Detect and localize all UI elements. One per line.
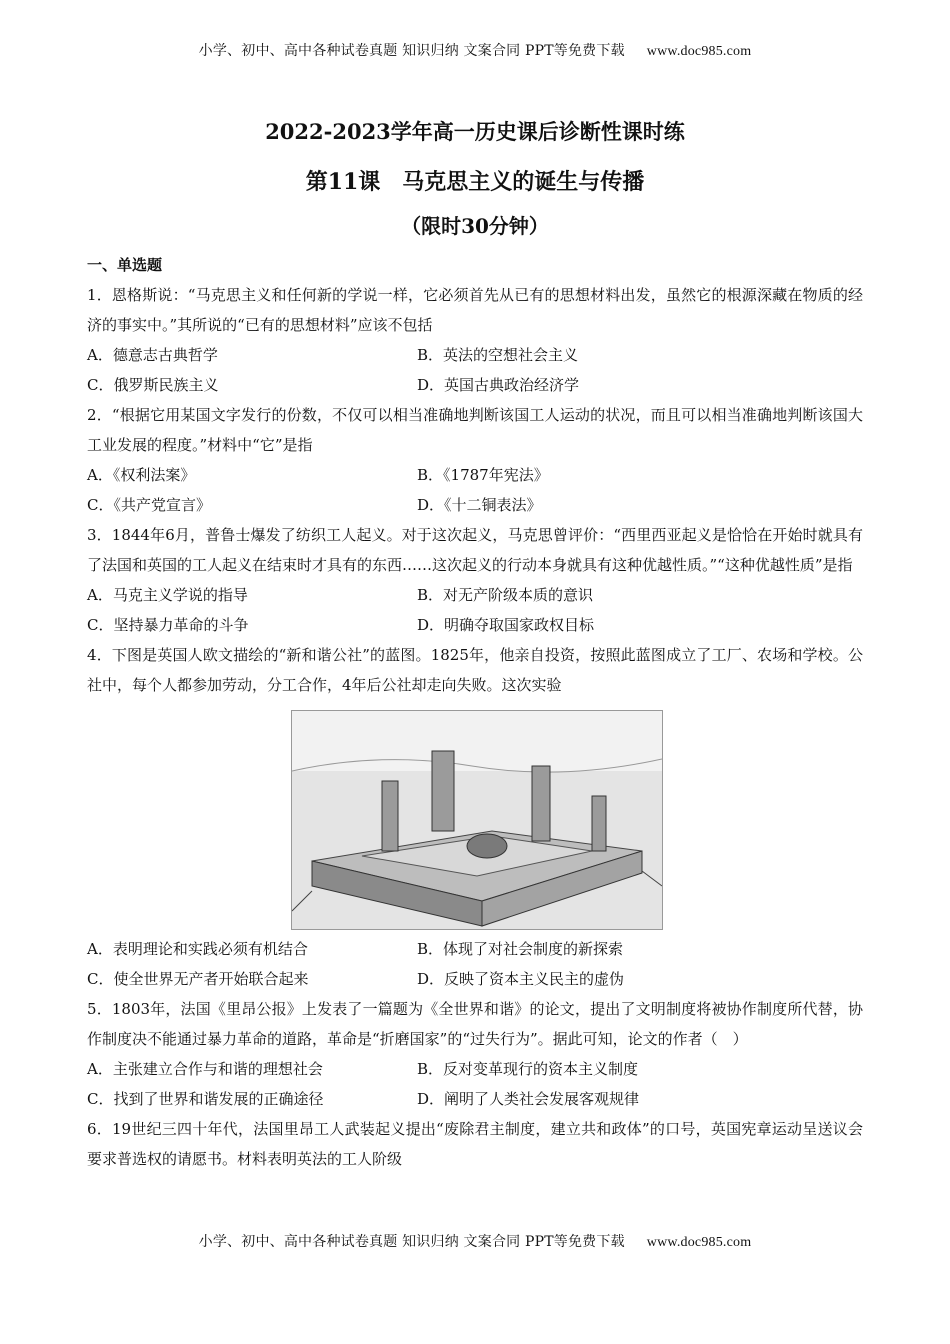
question-stem: 4．下图是英国人欧文描绘的“新和谐公社”的蓝图。1825年，他亲自投资，按照此蓝图成立了工厂、农场和学校。公社中，每个人都参加劳动，分工合作，4年后公社却走向失败。这次实验	[87, 646, 863, 694]
question-3	[87, 520, 863, 640]
question-4	[87, 640, 863, 994]
option-c: C．俄罗斯民族主义	[87, 376, 219, 394]
option-grid	[87, 1054, 863, 1114]
option-a: A．主张建立合作与和谐的理想社会	[87, 1060, 323, 1078]
option-a: A．《权利法案》	[87, 466, 196, 484]
option-c: C．《共产党宣言》	[87, 496, 211, 514]
exam-title: 2022-2023学年高一历史课后诊断性课时练	[265, 119, 685, 144]
question-stem: 5．1803年，法国《里昂公报》上发表了一篇题为《全世界和谐》的论文，提出了文明制度将被协作制度所代替，协作制度决不能通过暴力革命的道路，革命是“折磨国家”的“过失行为”。据此可知，论文的作者（ ）	[87, 1000, 863, 1048]
question-2	[87, 400, 863, 520]
option-a: A．马克主义学说的指导	[87, 586, 248, 604]
option-a: A．德意志古典哲学	[87, 346, 218, 364]
option-b: B．《1787年宪法》	[417, 466, 549, 484]
question-1	[87, 280, 863, 400]
question-stem: 2．“根据它用某国文字发行的份数，不仅可以相当准确地判断该国工人运动的状况，而且可以相当准确地判断该国大工业发展的程度。”材料中“它”是指	[87, 406, 863, 454]
option-d: D．反映了资本主义民主的虚伪	[417, 970, 625, 988]
footer-site-link[interactable]: www.doc985.com	[646, 1235, 752, 1250]
option-b: B．反对变革现行的资本主义制度	[417, 1060, 639, 1078]
question-6	[87, 1114, 863, 1174]
option-a: A．表明理论和实践必须有机结合	[87, 940, 308, 958]
header-text: 小学、初中、高中各种试卷真题 知识归纳 文案合同 PPT等免费下载	[198, 43, 625, 59]
footer-text: 小学、初中、高中各种试卷真题 知识归纳 文案合同 PPT等免费下载	[198, 1234, 625, 1250]
option-grid	[87, 580, 863, 640]
option-c: C．使全世界无产者开始联合起来	[87, 970, 309, 988]
question-stem: 6．19世纪三四十年代，法国里昂工人武装起义提出“废除君主制度，建立共和政体”的口号，英国宪章运动呈送议会要求普选权的请愿书。材料表明英法的工人阶级	[87, 1120, 863, 1168]
page-header	[0, 40, 950, 60]
option-d: D．英国古典政治经济学	[417, 376, 580, 394]
option-b: B．对无产阶级本质的意识	[417, 586, 594, 604]
question-5	[87, 994, 863, 1114]
option-c: C．坚持暴力革命的斗争	[87, 616, 249, 634]
option-grid	[87, 460, 863, 520]
option-grid	[87, 340, 863, 400]
option-b: B．英法的空想社会主义	[417, 346, 579, 364]
time-limit: （限时30分钟）	[401, 214, 549, 238]
lesson-title: 第11课 马克思主义的诞生与传播	[305, 169, 645, 195]
option-c: C．找到了世界和谐发展的正确途径	[87, 1090, 324, 1108]
header-site-link[interactable]: www.doc985.com	[646, 44, 752, 59]
question-list	[87, 250, 863, 1174]
option-d: D．明确夺取国家政权目标	[417, 616, 595, 634]
option-b: B．体现了对社会制度的新探索	[417, 940, 624, 958]
section-title: 一、单选题	[87, 256, 163, 274]
blueprint-drawing	[292, 711, 662, 929]
question-stem: 1．恩格斯说：“马克思主义和任何新的学说一样，它必须首先从已有的思想材料出发，虽然它的根源深藏在物质的经济的事实中。”其所说的“已有的思想材料”应该不包括	[87, 286, 863, 334]
new-harmony-blueprint-image	[291, 710, 663, 930]
question-stem: 3．1844年6月，普鲁士爆发了纺织工人起义。对于这次起义，马克思曾评价：“西里西亚起义是恰恰在开始时就具有了法国和英国的工人起义在结束时才具有的东西……这次起义的行动本身就具有这种优越性质。”“这种优越性质”是指	[87, 526, 863, 574]
option-d: D．阐明了人类社会发展客观规律	[417, 1090, 640, 1108]
option-d: D．《十二铜表法》	[417, 496, 542, 514]
option-grid	[87, 934, 863, 994]
page-footer	[0, 1231, 950, 1251]
